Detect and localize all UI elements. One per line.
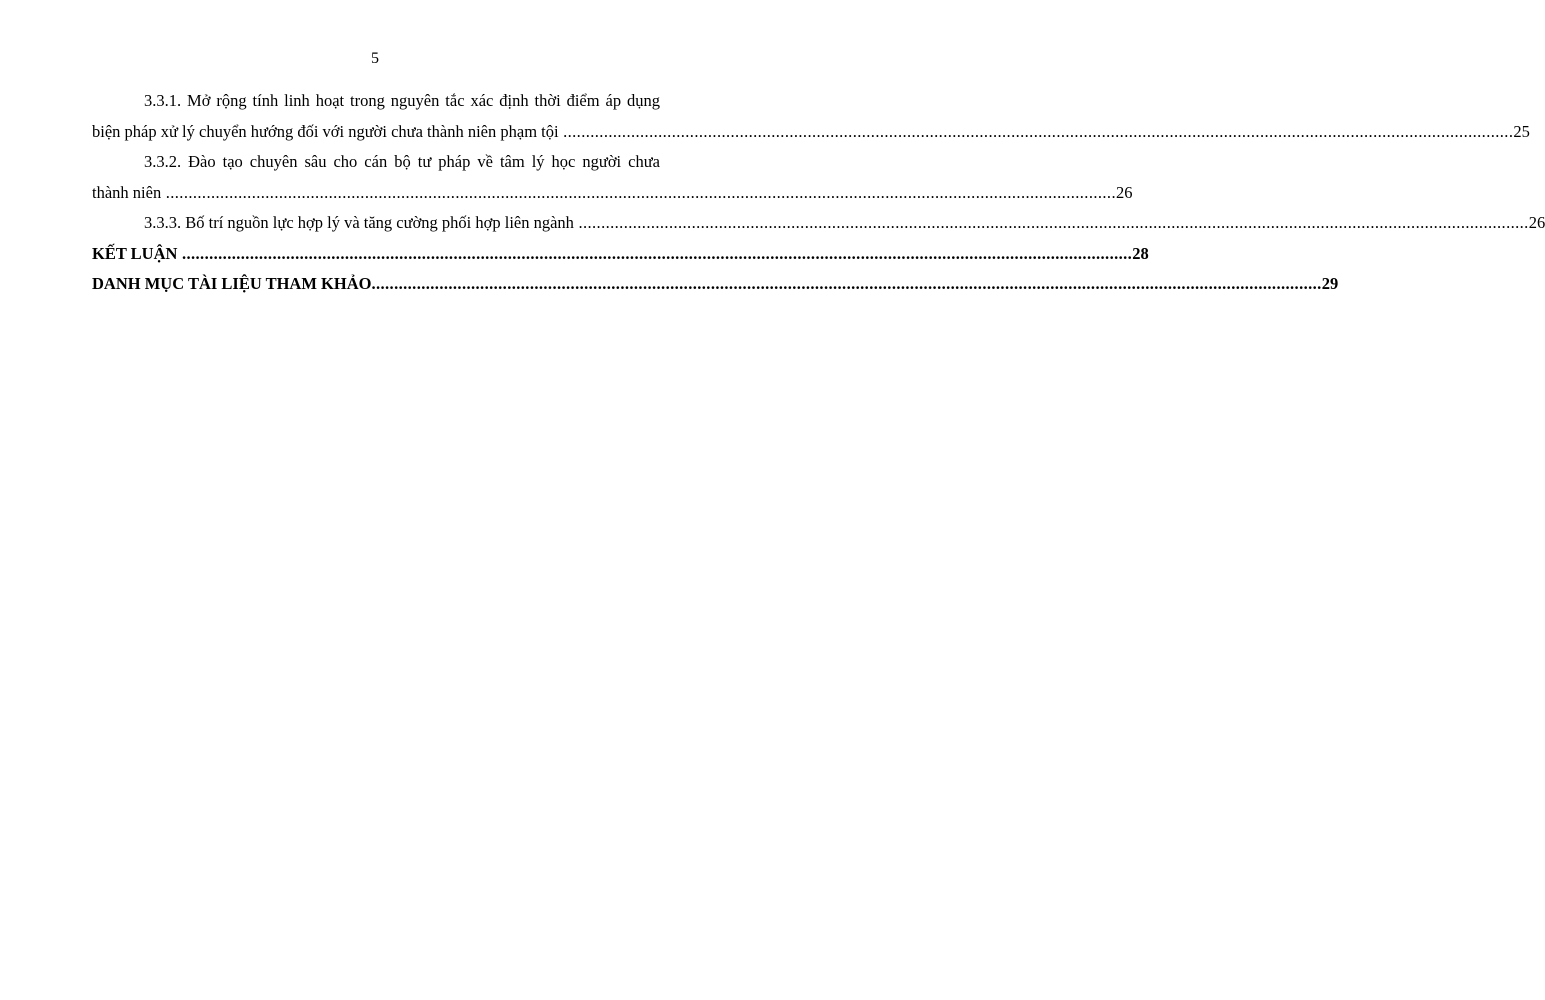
table-of-contents: [92, 86, 1545, 300]
toc-leader-dots: ..................................................................................................................................................................................................................: [371, 274, 1322, 293]
toc-entry-text: 3.3.3. Bố trí nguồn lực hợp lý và tăng cường phối hợp liên ngành: [144, 213, 574, 232]
toc-page-number: 28: [1132, 243, 1149, 263]
toc-entry-references[interactable]: [92, 269, 1339, 300]
toc-page-number: 26: [1115, 182, 1133, 202]
toc-page-number: 29: [1321, 274, 1339, 293]
toc-leader-dots: ..................................................................................................................................................................................................................: [177, 243, 1133, 263]
toc-page-number: 25: [1513, 121, 1530, 141]
toc-leader-dots: ..................................................................................................................................................................................................................: [558, 121, 1514, 141]
toc-entry-text: biện pháp xử lý chuyển hướng đối với người chưa thành niên phạm tội: [92, 121, 559, 141]
toc-entry-3-3-1-line1[interactable]: 3.3.1. Mở rộng tính linh hoạt trong nguyên tắc xác định thời điểm áp dụng: [144, 91, 660, 110]
toc-entry-text: thành niên: [92, 182, 162, 202]
toc-page-number: 26: [1528, 213, 1545, 232]
toc-entry-3-3-2-line2[interactable]: [92, 178, 1133, 209]
toc-entry-3-3-2-line1[interactable]: 3.3.2. Đào tạo chuyên sâu cho cán bộ tư pháp về tâm lý học người chưa: [144, 152, 660, 171]
toc-leader-dots: ..................................................................................................................................................................................................................: [573, 213, 1529, 232]
toc-entry-conclusion[interactable]: [92, 239, 1149, 270]
toc-entry-text: DANH MỤC TÀI LIỆU THAM KHẢO: [92, 274, 372, 293]
toc-entry-text: KẾT LUẬN: [92, 243, 178, 263]
toc-leader-dots: ..................................................................................................................................................................................................................: [161, 182, 1116, 202]
toc-entry-3-3-3[interactable]: [92, 208, 1545, 239]
toc-entry-3-3-1-line2[interactable]: [92, 117, 1530, 148]
page-number: 5: [371, 50, 379, 67]
